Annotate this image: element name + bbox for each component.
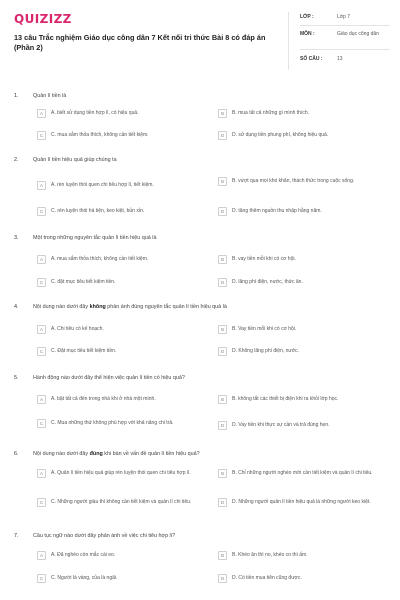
option-key-box: B bbox=[218, 325, 227, 334]
subject-value: Giáo dục công dân bbox=[337, 31, 379, 37]
option-text: B. Vay tiền mỗi khi có cơ hội. bbox=[232, 326, 297, 332]
option-text: B. vượt qua mọi khó khăn, thách thức trong cuộc sống. bbox=[232, 178, 355, 184]
option-key-box: D bbox=[218, 207, 227, 216]
option-text: D. Có tiền mua tiên cũng được. bbox=[232, 575, 302, 581]
option-text: B. vay tiền mỗi khi có cơ hội. bbox=[232, 256, 296, 262]
option-key-box: C bbox=[37, 498, 46, 507]
question-number: 3. bbox=[14, 235, 19, 241]
option-key-box: B bbox=[218, 109, 227, 118]
question-number: 2. bbox=[14, 157, 19, 163]
option-text: A. mua sắm thỏa thích, không cần tiết kiệm. bbox=[51, 256, 149, 262]
page-title: 13 câu Trắc nghiệm Giáo dục công dân 7 Kết nối tri thức Bài 8 có đáp án (Phần 2) bbox=[14, 33, 266, 52]
option-key-box: A bbox=[37, 325, 46, 334]
option-text: A. Chi tiêu có kế hoạch. bbox=[51, 326, 104, 332]
option-text: D. Những người quản lí tiền hiệu quả là những người keo kiệt. bbox=[232, 499, 371, 505]
option-text: B. Chỉ những người nghèo mới cần tiết kiệm và quản lí chi tiêu. bbox=[232, 470, 373, 476]
option-key-box: C bbox=[37, 419, 46, 428]
option-key-box: D bbox=[218, 278, 227, 287]
option-text: D. Vay tiền khi thực sự cần và trả đúng hẹn. bbox=[232, 422, 330, 428]
option-text: B. không tắt các thiết bị điện khi ra khỏi lớp học. bbox=[232, 396, 339, 402]
option-text: A. rèn luyện thói quen chi tiêu hợp lí, tiết kiệm. bbox=[51, 182, 154, 188]
option-text: C. Người là vàng, của là ngãi. bbox=[51, 575, 118, 581]
question-number: 5. bbox=[14, 375, 19, 381]
meta-divider bbox=[300, 25, 390, 26]
option-key-box: A bbox=[37, 255, 46, 264]
worksheet-header bbox=[0, 0, 400, 78]
option-text: A. bật tất cả đèn trong nhà khi ở nhà một mình. bbox=[51, 396, 156, 402]
option-key-box: A bbox=[37, 551, 46, 560]
option-key-box: A bbox=[37, 395, 46, 404]
option-key-box: D bbox=[218, 421, 227, 430]
option-text: B. Khéo ăn thì no, khéo co thì ấm. bbox=[232, 552, 308, 558]
question-number: 7. bbox=[14, 533, 19, 539]
question-count-label: SỐ CÂU : bbox=[300, 56, 323, 62]
option-text: C. mua sắm thỏa thích, không cần tiết kiệm. bbox=[51, 132, 149, 138]
question-text: Nội dung nào dưới đây đúng khi bàn về vấn đề quản lí tiền hiệu quả? bbox=[33, 451, 200, 457]
quizizz-logo[interactable]: QUIZIZZ bbox=[14, 12, 72, 26]
meta-divider bbox=[300, 49, 390, 50]
class-label: LỚP : bbox=[300, 14, 314, 20]
option-text: C. Mua những thứ không phù hợp với khả năng chi trả. bbox=[51, 420, 174, 426]
option-key-box: C bbox=[37, 347, 46, 356]
option-text: B. mua tất cả những gì mình thích. bbox=[232, 110, 309, 116]
question-count-value: 13 bbox=[337, 56, 343, 62]
option-text: D. tăng thêm nguồn thu nhập hằng năm. bbox=[232, 208, 322, 214]
option-text: D. Không lãng phí điện, nước. bbox=[232, 348, 299, 354]
class-value: Lớp 7 bbox=[337, 14, 351, 20]
option-text: C. rèn luyện thói hà tiện, keo kiệt, bủn xỉn. bbox=[51, 208, 145, 214]
option-key-box: C bbox=[37, 131, 46, 140]
question-text: Quản lí tiền là bbox=[33, 93, 67, 99]
question-text: Nội dung nào dưới đây không phản ánh đúng nguyên tắc quản lí tiền hiệu quả là bbox=[33, 304, 227, 310]
option-key-box: B bbox=[218, 177, 227, 186]
option-key-box: A bbox=[37, 109, 46, 118]
option-key-box: D bbox=[218, 131, 227, 140]
question-number: 1. bbox=[14, 93, 19, 99]
option-key-box: C bbox=[37, 207, 46, 216]
option-key-box: C bbox=[37, 278, 46, 287]
option-key-box: D bbox=[218, 498, 227, 507]
option-key-box: B bbox=[218, 395, 227, 404]
option-text: D. sử dụng tiền phung phí, không hiệu quả. bbox=[232, 132, 329, 138]
option-key-box: A bbox=[37, 181, 46, 190]
question-text: Quản lí tiền hiệu quả giúp chúng ta bbox=[33, 157, 117, 163]
option-key-box: B bbox=[218, 469, 227, 478]
option-text: C. đặt mục tiêu tiết kiệm tiền. bbox=[51, 279, 116, 285]
question-number: 6. bbox=[14, 451, 19, 457]
option-key-box: D bbox=[218, 574, 227, 583]
emphasis-word: đúng bbox=[89, 451, 103, 457]
option-text: C. Những người giàu thì không cần tiết kiệm và quản lí chi tiêu. bbox=[51, 499, 192, 505]
option-key-box: B bbox=[218, 551, 227, 560]
question-text: Câu tục ngữ nào dưới đây phản ánh về việc chi tiêu hợp lí? bbox=[33, 533, 176, 539]
option-key-box: B bbox=[218, 255, 227, 264]
question-text: Một trong những nguyên tắc quản lí tiền hiệu quả là bbox=[33, 235, 157, 241]
option-text: A. biết sử dụng tiền hợp lí, có hiệu quả. bbox=[51, 110, 139, 116]
question-text: Hành động nào dưới đây thể hiện việc quản lí tiền có hiệu quả? bbox=[33, 375, 185, 381]
option-key-box: D bbox=[218, 347, 227, 356]
option-text: A. Quản lí tiền hiệu quả giúp rèn luyện thói quen chi tiêu hợp lí. bbox=[51, 470, 191, 476]
emphasis-word: không bbox=[89, 304, 106, 310]
option-text: D. lãng phí điện, nước, thức ăn. bbox=[232, 279, 303, 285]
header-divider bbox=[288, 12, 289, 70]
option-text: C. Đặt mục tiêu tiết kiệm tiền. bbox=[51, 348, 117, 354]
option-text: A. Đã nghèo còn mắc cái eo. bbox=[51, 552, 116, 558]
option-key-box: A bbox=[37, 469, 46, 478]
option-key-box: C bbox=[37, 574, 46, 583]
question-number: 4. bbox=[14, 304, 19, 310]
subject-label: MÔN : bbox=[300, 31, 315, 37]
